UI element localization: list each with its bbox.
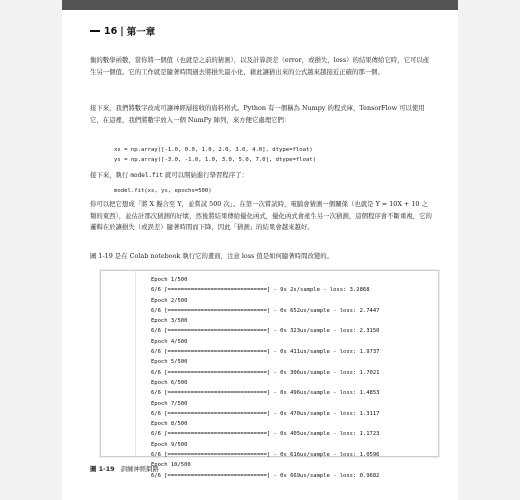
page-number: 16 [104, 25, 118, 37]
progress-line: 6/6 [==============================] - 0s 323us/sample - loss: 2.3150 [151, 328, 380, 335]
caption-label: 圖 1-19 [90, 465, 115, 473]
paragraph-3 [90, 170, 434, 182]
paragraph-2: 接下來，我們將數字改成可讓神經層接收的資料格式。Python 有一個稱為 Numpy 的程式庫，TensorFlow 可以使用它，在這裡，我們將數字放入一個 NumPy 陣列，來方便它處理它們： [90, 104, 425, 124]
progress-line: 6/6 [==============================] - 0s 470us/sample - loss: 1.3117 [151, 410, 380, 417]
training-console-output [151, 275, 379, 481]
paragraph-3-after: 就可以開始進行學習程序了： [162, 171, 248, 179]
epoch-line: Epoch 6/500 [151, 379, 188, 386]
progress-line: 6/6 [==============================] - 0s 652us/sample - loss: 2.7447 [151, 307, 380, 314]
paragraph-1: 衡的數學函數，當你將一個值（也就是之前的猜測），以及計算誤差（error，或損失，loss）的結果傳給它時，它可以產生另一個值。它的工作就是隨著時間過去將損失最小化，藉此讓猜出來的公式越來越接近正確的那一個。 [90, 56, 430, 76]
epoch-line: Epoch 5/500 [151, 359, 188, 366]
progress-line: 6/6 [==============================] - 0s 496us/sample - loss: 1.4853 [151, 390, 380, 397]
progress-line: 6/6 [==============================] - 0s 411us/sample - loss: 1.9737 [151, 349, 380, 356]
epoch-line: Epoch 7/500 [151, 400, 188, 407]
epoch-line: Epoch 4/500 [151, 338, 188, 345]
epoch-line: Epoch 9/500 [151, 441, 188, 448]
page-header [90, 24, 155, 38]
book-page [62, 0, 458, 500]
paragraph-5: 圖 1-19 是在 Colab notebook 執行它的畫面，注意 loss 值是如何隨著時間改變的。 [90, 252, 334, 260]
chapter-title: 第一章 [126, 27, 156, 38]
epoch-line: Epoch 2/500 [151, 297, 188, 304]
top-bar [62, 0, 458, 10]
progress-line: 6/6 [==============================] - 0s 616us/sample - loss: 1.0596 [151, 452, 380, 459]
progress-line: 6/6 [==============================] - 0s 669us/sample - loss: 0.9682 [151, 472, 380, 479]
progress-line: 6/6 [==============================] - 0s 306us/sample - loss: 1.7021 [151, 369, 380, 376]
caption-text: 訓練神經網路 [120, 465, 159, 473]
header-separator: | [120, 25, 124, 37]
epoch-line: Epoch 1/500 [151, 277, 188, 283]
code-line-xs: xs = np.array([-1.0, 0.0, 1.0, 2.0, 3.0, 4.0], dtype=float) [114, 147, 313, 153]
epoch-line: Epoch 3/500 [151, 318, 188, 325]
output-gutter [135, 271, 136, 456]
inline-code-model-fit: model.fit [130, 172, 163, 179]
epoch-line: Epoch 8/500 [151, 421, 188, 428]
header-rule [90, 30, 100, 32]
paragraph-4: 你可以把它想成「將 X 擬合至 Y，並嘗試 500 次」。在第一次嘗試時，電腦會猜測一個關係（也就是 Y = 10X + 10 之類的東西），並估計那次猜測的好壞，然後將結果傳給優化函式，優化函式會產生另一次猜測，這個程序會不斷重複，它的邏輯在於讓損失（或誤差）隨著時間而下降，因此「猜測」的結果會越來越好。 [90, 200, 432, 231]
code-line-ys: ys = np.array([-3.0, -1.0, 1.0, 3.0, 5.0, 7.0], dtype=float) [114, 157, 317, 163]
code-block-fit: model.fit(xs, ys, epochs=500) [114, 188, 212, 194]
figure-caption [90, 464, 159, 473]
epoch-line: Epoch 10/500 [151, 462, 191, 469]
code-block-arrays [114, 145, 316, 165]
progress-line: 6/6 [==============================] - 9s 2s/sample - loss: 3.2868 [151, 287, 370, 294]
paragraph-3-before: 接下來，執行 [90, 171, 131, 179]
progress-line: 6/6 [==============================] - 0s 405us/sample - loss: 1.1723 [151, 431, 380, 438]
